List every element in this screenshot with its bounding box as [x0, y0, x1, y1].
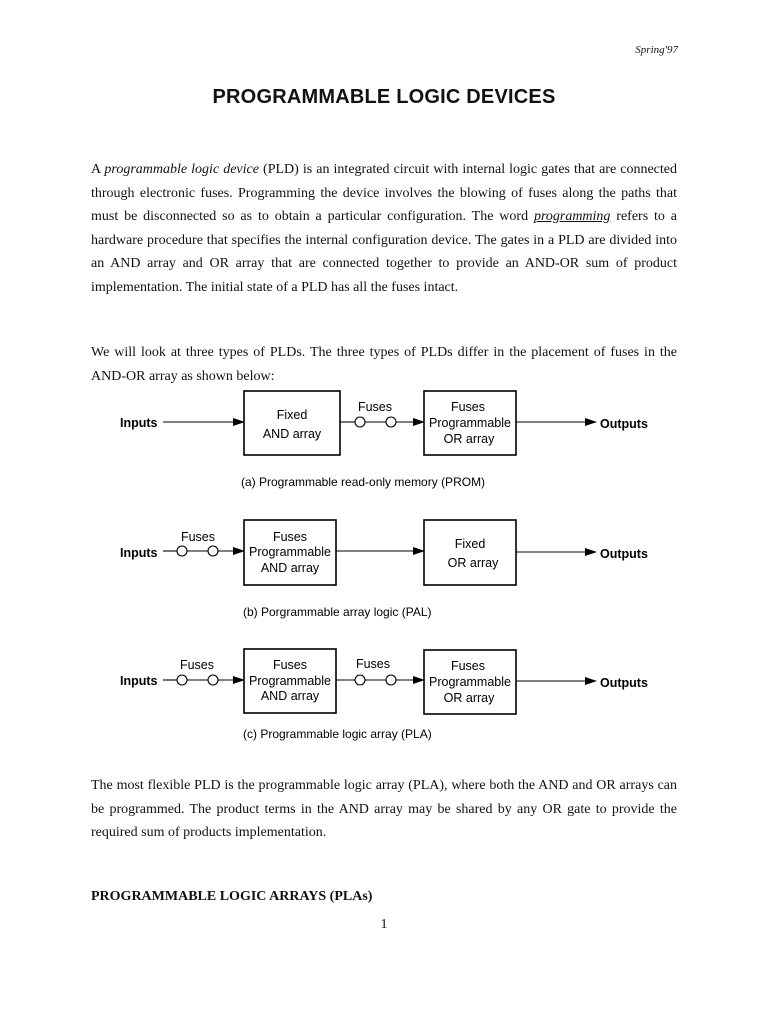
term-programming: programming	[533, 209, 611, 224]
term-pld: programmable logic device	[104, 162, 259, 177]
page-title: PROGRAMMABLE LOGIC DEVICES	[212, 86, 556, 108]
inputs-label: Inputs	[120, 416, 158, 430]
or-array-label: Programmable	[429, 675, 511, 689]
caption-prom: (a) Programmable read-only memory (PROM)	[241, 475, 486, 489]
or-array-label: OR array	[443, 691, 495, 705]
para1-text-e: refers to a hardware procedure that specifies the internal configuration device. The gates in a PLD are divided into an AND array and OR array that are connected together to provide an AND-OR sum of product implementation. The initial state of a PLD has all the fuses intact.	[91, 209, 677, 295]
and-array-label: Fuses	[272, 658, 308, 672]
and-array-label: Fuses	[272, 530, 308, 544]
or-array-label: OR array	[447, 556, 499, 570]
diagram-pal	[120, 520, 648, 619]
and-array-box	[244, 391, 340, 455]
fuse-icon	[386, 675, 396, 685]
or-array-box	[424, 520, 516, 585]
and-array-label: AND array	[260, 689, 320, 703]
fuses-label: Fuses	[179, 658, 215, 672]
fuses-label: Fuses	[180, 530, 216, 544]
fuse-icon	[355, 675, 365, 685]
para1-text-a: A	[91, 162, 105, 177]
caption-pla: (c) Programmable logic array (PLA)	[243, 727, 432, 741]
diagram-pla	[120, 649, 648, 741]
outputs-label: Outputs	[600, 547, 648, 561]
fuse-icon	[386, 417, 396, 427]
pla-paragraph: The most flexible PLD is the programmable logic array (PLA), where both the AND and OR arrays can be programmed. The product terms in the AND array may be shared by any OR gate to provide the required sum of products implementation.	[91, 778, 677, 840]
and-array-label: AND array	[260, 561, 320, 575]
and-array-label: Programmable	[249, 674, 331, 688]
or-array-label: Fixed	[454, 537, 486, 551]
fuse-icon	[208, 546, 218, 556]
fuses-label: Fuses	[355, 657, 391, 671]
diagram-prom	[120, 391, 648, 489]
or-array-label: Fuses	[450, 400, 486, 414]
or-array-label: Fuses	[450, 659, 486, 673]
and-array-label: AND array	[262, 427, 322, 441]
inputs-label: Inputs	[120, 674, 158, 688]
or-array-label: Programmable	[429, 416, 511, 430]
outputs-label: Outputs	[600, 417, 648, 431]
section-heading: PROGRAMMABLE LOGIC ARRAYS (PLAs)	[91, 889, 373, 904]
outputs-label: Outputs	[600, 676, 648, 690]
para1-text-c: (PLD) is an integrated circuit with internal logic gates that are connected through electronic fuses. Programming the device involves the blowing of fuses along the paths that must be disconnected so as to obtain a particular configuration. The word	[91, 162, 677, 224]
header-note: Spring'97	[635, 44, 678, 56]
fuse-icon	[177, 675, 187, 685]
page-number: 1	[380, 917, 388, 932]
fuse-icon	[208, 675, 218, 685]
or-array-label: OR array	[443, 432, 495, 446]
fuse-icon	[177, 546, 187, 556]
caption-pal: (b) Porgrammable array logic (PAL)	[243, 605, 432, 619]
inputs-label: Inputs	[120, 546, 158, 560]
and-array-label: Programmable	[249, 545, 331, 559]
fuse-icon	[355, 417, 365, 427]
types-paragraph: We will look at three types of PLDs. The three types of PLDs differ in the placement of fuses in the AND-OR array as shown below:	[91, 345, 677, 384]
and-array-label: Fixed	[276, 408, 308, 422]
fuses-label: Fuses	[357, 400, 393, 414]
